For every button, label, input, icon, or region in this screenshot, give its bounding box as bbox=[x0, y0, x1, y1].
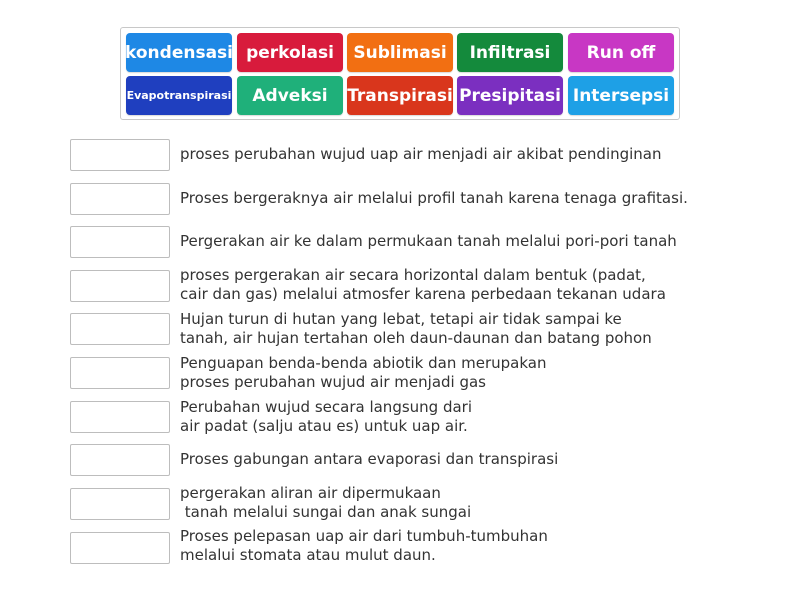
drop-box-2[interactable] bbox=[70, 183, 170, 215]
definition-line: cair dan gas) melalui atmosfer karena perbedaan tekanan udara bbox=[180, 285, 666, 303]
definition-8 bbox=[180, 450, 558, 469]
definition-line: Perubahan wujud secara langsung dari bbox=[180, 398, 473, 416]
definition-line: Proses bergeraknya air melalui profil tanah karena tenaga grafitasi. bbox=[180, 189, 688, 207]
definition-line: tanah, air hujan tertahan oleh daun-daunan dan batang pohon bbox=[180, 329, 652, 347]
definition-line: Pergerakan air ke dalam permukaan tanah melalui pori-pori tanah bbox=[180, 232, 677, 250]
definition-2 bbox=[180, 189, 688, 208]
definition-line: proses perubahan wujud air menjadi gas bbox=[180, 373, 486, 391]
drop-box-10[interactable] bbox=[70, 532, 170, 564]
drop-box-1[interactable] bbox=[70, 139, 170, 171]
drop-box-7[interactable] bbox=[70, 401, 170, 433]
word-bank bbox=[120, 27, 680, 120]
tile-intersepsi[interactable]: Intersepsi bbox=[568, 76, 674, 115]
tile-evapotranspirasi[interactable]: Evapotranspirasi bbox=[126, 76, 232, 115]
definition-6 bbox=[180, 354, 546, 392]
tile-sublimasi[interactable]: Sublimasi bbox=[347, 33, 453, 72]
definition-10 bbox=[180, 527, 548, 565]
definition-line: proses pergerakan air secara horizontal dalam bentuk (padat, bbox=[180, 266, 646, 284]
definition-line: proses perubahan wujud uap air menjadi air akibat pendinginan bbox=[180, 145, 662, 163]
definition-line: Penguapan benda-benda abiotik dan merupakan bbox=[180, 354, 547, 372]
definition-7 bbox=[180, 398, 472, 436]
definition-3 bbox=[180, 232, 677, 251]
drop-box-5[interactable] bbox=[70, 313, 170, 345]
drop-box-4[interactable] bbox=[70, 270, 170, 302]
tile-presipitasi[interactable]: Presipitasi bbox=[457, 76, 563, 115]
drop-box-6[interactable] bbox=[70, 357, 170, 389]
definition-line: Hujan turun di hutan yang lebat, tetapi air tidak sampai ke bbox=[180, 310, 622, 328]
definition-line: air padat (salju atau es) untuk uap air. bbox=[180, 417, 468, 435]
definition-line: Proses gabungan antara evaporasi dan transpirasi bbox=[180, 450, 559, 468]
definition-4 bbox=[180, 266, 666, 304]
definition-line: Proses pelepasan uap air dari tumbuh-tumbuhan bbox=[180, 527, 548, 545]
definition-5 bbox=[180, 310, 652, 348]
drop-box-9[interactable] bbox=[70, 488, 170, 520]
drop-box-3[interactable] bbox=[70, 226, 170, 258]
tile-kondensasi[interactable]: kondensasi bbox=[126, 33, 232, 72]
definition-1 bbox=[180, 145, 662, 164]
definition-line: melalui stomata atau mulut daun. bbox=[180, 546, 436, 564]
definition-9 bbox=[180, 484, 471, 522]
tile-infiltrasi[interactable]: Infiltrasi bbox=[457, 33, 563, 72]
tile-transpirasi[interactable]: Transpirasi bbox=[347, 76, 453, 115]
definition-line: tanah melalui sungai dan anak sungai bbox=[180, 503, 472, 521]
tile-run-off[interactable]: Run off bbox=[568, 33, 674, 72]
drop-box-8[interactable] bbox=[70, 444, 170, 476]
definition-line: pergerakan aliran air dipermukaan bbox=[180, 484, 441, 502]
tile-adveksi[interactable]: Adveksi bbox=[237, 76, 343, 115]
tile-perkolasi[interactable]: perkolasi bbox=[237, 33, 343, 72]
